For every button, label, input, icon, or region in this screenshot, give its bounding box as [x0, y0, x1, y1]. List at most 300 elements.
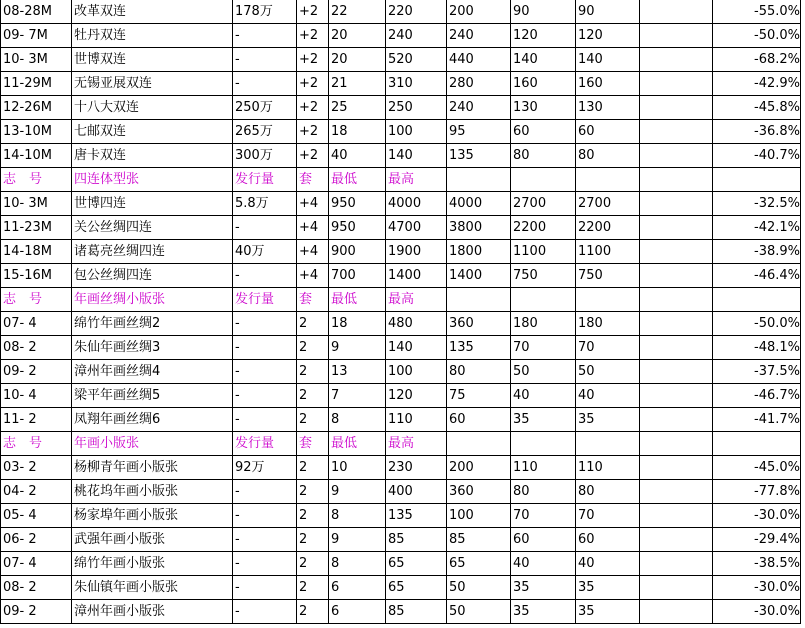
- cell-price-low: 900: [329, 240, 386, 264]
- cell-price-col-7: 440: [447, 48, 511, 72]
- cell-price-col-7: 60: [447, 408, 511, 432]
- cell-price-col-9: 2200: [576, 216, 640, 240]
- cell-price-low: 9: [329, 528, 386, 552]
- cell-issue-code: 06- 2: [1, 528, 72, 552]
- cell-issue-code: 11-29M: [1, 72, 72, 96]
- cell-blank-col: [640, 144, 713, 168]
- cell-name: 梁平年画丝绸5: [72, 384, 233, 408]
- cell-set-count: +2: [297, 96, 329, 120]
- table-row: [1, 24, 801, 48]
- cell-price-col-8: 60: [511, 120, 576, 144]
- table-row: [1, 504, 801, 528]
- table-row: [1, 216, 801, 240]
- cell-price-low: 最低: [329, 432, 386, 456]
- cell-price-high: 100: [386, 120, 447, 144]
- cell-price-high: 240: [386, 24, 447, 48]
- cell-price-col-8: 90: [511, 0, 576, 24]
- cell-blank-col: [640, 168, 713, 192]
- cell-issue-code: 10- 3M: [1, 48, 72, 72]
- cell-issue-code: 14-18M: [1, 240, 72, 264]
- cell-price-col-9: 80: [576, 480, 640, 504]
- cell-price-col-8: 1100: [511, 240, 576, 264]
- cell-price-col-9: 2700: [576, 192, 640, 216]
- cell-price-col-8: 70: [511, 504, 576, 528]
- cell-circulation: -: [233, 600, 297, 624]
- table-row: [1, 240, 801, 264]
- cell-circulation: 178万: [233, 0, 297, 24]
- table-row: [1, 408, 801, 432]
- cell-name: 关公丝绸四连: [72, 216, 233, 240]
- cell-price-high: 85: [386, 528, 447, 552]
- cell-issue-code: 08- 2: [1, 336, 72, 360]
- cell-name: 世博四连: [72, 192, 233, 216]
- cell-price-col-7: 240: [447, 24, 511, 48]
- cell-price-low: 700: [329, 264, 386, 288]
- cell-price-low: 25: [329, 96, 386, 120]
- cell-price-col-8: 120: [511, 24, 576, 48]
- cell-blank-col: [640, 480, 713, 504]
- cell-price-low: 9: [329, 480, 386, 504]
- cell-price-low: 13: [329, 360, 386, 384]
- cell-price-col-9: 180: [576, 312, 640, 336]
- cell-change-percent: -42.9%: [713, 72, 801, 96]
- cell-price-high: 220: [386, 0, 447, 24]
- cell-issue-code: 09- 2: [1, 360, 72, 384]
- cell-issue-code: 10- 3M: [1, 192, 72, 216]
- table-row: [1, 480, 801, 504]
- cell-price-col-8: 2700: [511, 192, 576, 216]
- cell-set-count: 2: [297, 552, 329, 576]
- cell-price-high: 310: [386, 72, 447, 96]
- cell-price-col-8: 140: [511, 48, 576, 72]
- cell-price-high: 1400: [386, 264, 447, 288]
- cell-blank-col: [640, 24, 713, 48]
- cell-price-high: 65: [386, 576, 447, 600]
- cell-circulation: -: [233, 312, 297, 336]
- cell-set-count: +2: [297, 144, 329, 168]
- cell-price-high: 135: [386, 504, 447, 528]
- cell-change-percent: -29.4%: [713, 528, 801, 552]
- cell-price-col-7: 50: [447, 576, 511, 600]
- cell-price-col-9: 70: [576, 336, 640, 360]
- cell-price-low: 8: [329, 408, 386, 432]
- cell-price-low: 18: [329, 120, 386, 144]
- cell-name: 诸葛亮丝绸四连: [72, 240, 233, 264]
- cell-price-low: 950: [329, 216, 386, 240]
- cell-name: 绵竹年画丝绸2: [72, 312, 233, 336]
- section-header-row: [1, 168, 801, 192]
- cell-price-low: 8: [329, 504, 386, 528]
- cell-circulation: 发行量: [233, 168, 297, 192]
- cell-issue-code: 03- 2: [1, 456, 72, 480]
- table-row: [1, 96, 801, 120]
- cell-price-col-9: 120: [576, 24, 640, 48]
- cell-blank-col: [640, 96, 713, 120]
- cell-blank-col: [640, 456, 713, 480]
- cell-change-percent: -45.0%: [713, 456, 801, 480]
- cell-blank-col: [640, 384, 713, 408]
- cell-price-high: 480: [386, 312, 447, 336]
- cell-price-col-7: 95: [447, 120, 511, 144]
- cell-circulation: -: [233, 336, 297, 360]
- cell-change-percent: -42.1%: [713, 216, 801, 240]
- cell-set-count: +4: [297, 264, 329, 288]
- cell-circulation: -: [233, 216, 297, 240]
- cell-issue-code: 13-10M: [1, 120, 72, 144]
- cell-blank-col: [640, 192, 713, 216]
- cell-circulation: 发行量: [233, 288, 297, 312]
- cell-price-col-9: 750: [576, 264, 640, 288]
- cell-circulation: -: [233, 264, 297, 288]
- cell-issue-code: 08- 2: [1, 576, 72, 600]
- cell-price-low: 20: [329, 24, 386, 48]
- cell-change-percent: -55.0%: [713, 0, 801, 24]
- cell-circulation: -: [233, 360, 297, 384]
- cell-set-count: 2: [297, 528, 329, 552]
- cell-price-col-9: 35: [576, 576, 640, 600]
- cell-name: 世博双连: [72, 48, 233, 72]
- cell-circulation: -: [233, 48, 297, 72]
- cell-price-high: 最高: [386, 168, 447, 192]
- cell-circulation: -: [233, 24, 297, 48]
- cell-set-count: +4: [297, 216, 329, 240]
- cell-change-percent: -38.5%: [713, 552, 801, 576]
- cell-circulation: 250万: [233, 96, 297, 120]
- cell-issue-code: 14-10M: [1, 144, 72, 168]
- cell-name: 朱仙年画丝绸3: [72, 336, 233, 360]
- cell-change-percent: -40.7%: [713, 144, 801, 168]
- cell-issue-code: 10- 4: [1, 384, 72, 408]
- table-row: [1, 264, 801, 288]
- cell-price-col-7: 360: [447, 312, 511, 336]
- cell-price-col-7: 3800: [447, 216, 511, 240]
- cell-set-count: 2: [297, 456, 329, 480]
- table-row: [1, 600, 801, 624]
- cell-name: 牡丹双连: [72, 24, 233, 48]
- cell-price-col-7: 200: [447, 456, 511, 480]
- section-header-row: [1, 288, 801, 312]
- cell-change-percent: -48.1%: [713, 336, 801, 360]
- cell-blank-col: [640, 528, 713, 552]
- cell-price-col-8: 80: [511, 480, 576, 504]
- cell-change-percent: -36.8%: [713, 120, 801, 144]
- cell-price-low: 10: [329, 456, 386, 480]
- cell-price-col-8: 160: [511, 72, 576, 96]
- cell-price-col-9: 90: [576, 0, 640, 24]
- cell-change-percent: -50.0%: [713, 312, 801, 336]
- cell-set-count: 2: [297, 504, 329, 528]
- table-row: [1, 0, 801, 24]
- cell-name: 武强年画小版张: [72, 528, 233, 552]
- cell-price-col-9: 130: [576, 96, 640, 120]
- cell-circulation: 300万: [233, 144, 297, 168]
- cell-change-percent: -38.9%: [713, 240, 801, 264]
- cell-set-count: 套: [297, 288, 329, 312]
- cell-price-low: 40: [329, 144, 386, 168]
- cell-change-percent: [713, 168, 801, 192]
- cell-name: 七邮双连: [72, 120, 233, 144]
- cell-price-col-8: 130: [511, 96, 576, 120]
- cell-blank-col: [640, 240, 713, 264]
- table-row: [1, 312, 801, 336]
- cell-issue-code: 07- 4: [1, 312, 72, 336]
- cell-change-percent: -41.7%: [713, 408, 801, 432]
- cell-price-high: 520: [386, 48, 447, 72]
- table-row: [1, 576, 801, 600]
- cell-price-col-7: 100: [447, 504, 511, 528]
- cell-blank-col: [640, 408, 713, 432]
- cell-blank-col: [640, 312, 713, 336]
- cell-price-col-8: 35: [511, 576, 576, 600]
- cell-price-col-9: 60: [576, 528, 640, 552]
- cell-change-percent: -68.2%: [713, 48, 801, 72]
- cell-price-col-7: [447, 432, 511, 456]
- cell-issue-code: 12-26M: [1, 96, 72, 120]
- cell-set-count: 2: [297, 312, 329, 336]
- cell-price-col-7: 280: [447, 72, 511, 96]
- cell-blank-col: [640, 264, 713, 288]
- cell-price-low: 21: [329, 72, 386, 96]
- cell-price-col-9: 160: [576, 72, 640, 96]
- cell-price-high: 230: [386, 456, 447, 480]
- cell-price-col-9: 40: [576, 552, 640, 576]
- cell-name: 杨柳青年画小版张: [72, 456, 233, 480]
- table-row: [1, 72, 801, 96]
- cell-blank-col: [640, 72, 713, 96]
- cell-set-count: 套: [297, 432, 329, 456]
- cell-name: 凤翔年画丝绸6: [72, 408, 233, 432]
- cell-circulation: 5.8万: [233, 192, 297, 216]
- cell-price-col-9: [576, 168, 640, 192]
- cell-price-col-8: [511, 288, 576, 312]
- cell-set-count: +2: [297, 48, 329, 72]
- cell-set-count: +2: [297, 24, 329, 48]
- cell-change-percent: -30.0%: [713, 504, 801, 528]
- cell-set-count: +2: [297, 120, 329, 144]
- cell-price-col-7: 1400: [447, 264, 511, 288]
- cell-price-high: 250: [386, 96, 447, 120]
- cell-issue-code: 志 号: [1, 288, 72, 312]
- cell-circulation: -: [233, 576, 297, 600]
- cell-name: 绵竹年画小版张: [72, 552, 233, 576]
- cell-name: 包公丝绸四连: [72, 264, 233, 288]
- cell-issue-code: 09- 2: [1, 600, 72, 624]
- cell-set-count: 2: [297, 600, 329, 624]
- cell-circulation: -: [233, 384, 297, 408]
- cell-issue-code: 11- 2: [1, 408, 72, 432]
- cell-name: 改革双连: [72, 0, 233, 24]
- cell-price-low: 8: [329, 552, 386, 576]
- cell-price-col-8: [511, 432, 576, 456]
- cell-circulation: -: [233, 552, 297, 576]
- cell-price-col-9: 60: [576, 120, 640, 144]
- cell-price-col-9: [576, 432, 640, 456]
- cell-price-col-7: 135: [447, 144, 511, 168]
- table-row: [1, 48, 801, 72]
- cell-circulation: -: [233, 408, 297, 432]
- cell-set-count: 2: [297, 480, 329, 504]
- cell-price-low: 最低: [329, 168, 386, 192]
- cell-set-count: 2: [297, 360, 329, 384]
- cell-price-col-8: 180: [511, 312, 576, 336]
- cell-change-percent: -30.0%: [713, 600, 801, 624]
- cell-price-low: 18: [329, 312, 386, 336]
- cell-price-col-8: 2200: [511, 216, 576, 240]
- cell-blank-col: [640, 336, 713, 360]
- cell-price-col-7: 240: [447, 96, 511, 120]
- cell-set-count: +2: [297, 0, 329, 24]
- cell-price-low: 7: [329, 384, 386, 408]
- table-row: [1, 120, 801, 144]
- cell-circulation: 265万: [233, 120, 297, 144]
- cell-name: 唐卡双连: [72, 144, 233, 168]
- cell-price-col-9: 70: [576, 504, 640, 528]
- cell-price-col-9: 1100: [576, 240, 640, 264]
- cell-price-high: 65: [386, 552, 447, 576]
- cell-change-percent: -37.5%: [713, 360, 801, 384]
- cell-issue-code: 05- 4: [1, 504, 72, 528]
- cell-price-col-9: 40: [576, 384, 640, 408]
- cell-change-percent: -45.8%: [713, 96, 801, 120]
- cell-price-low: 6: [329, 600, 386, 624]
- cell-set-count: +4: [297, 240, 329, 264]
- cell-price-low: 6: [329, 576, 386, 600]
- cell-price-high: 85: [386, 600, 447, 624]
- cell-issue-code: 07- 4: [1, 552, 72, 576]
- cell-price-low: 950: [329, 192, 386, 216]
- cell-name: 朱仙镇年画小版张: [72, 576, 233, 600]
- cell-name: 年画丝绸小版张: [72, 288, 233, 312]
- cell-price-high: 最高: [386, 288, 447, 312]
- cell-price-col-7: 360: [447, 480, 511, 504]
- cell-price-high: 140: [386, 144, 447, 168]
- cell-price-col-9: 50: [576, 360, 640, 384]
- cell-set-count: +4: [297, 192, 329, 216]
- cell-price-col-8: 70: [511, 336, 576, 360]
- cell-set-count: 套: [297, 168, 329, 192]
- cell-blank-col: [640, 0, 713, 24]
- cell-blank-col: [640, 552, 713, 576]
- cell-price-high: 1900: [386, 240, 447, 264]
- table-row: [1, 360, 801, 384]
- cell-price-col-7: 1800: [447, 240, 511, 264]
- cell-circulation: -: [233, 504, 297, 528]
- table-row: [1, 528, 801, 552]
- cell-price-col-7: [447, 288, 511, 312]
- cell-price-col-7: 4000: [447, 192, 511, 216]
- cell-circulation: 40万: [233, 240, 297, 264]
- cell-price-high: 120: [386, 384, 447, 408]
- cell-set-count: 2: [297, 408, 329, 432]
- cell-price-low: 最低: [329, 288, 386, 312]
- cell-price-col-7: 85: [447, 528, 511, 552]
- cell-price-col-7: 65: [447, 552, 511, 576]
- cell-issue-code: 11-23M: [1, 216, 72, 240]
- cell-change-percent: -50.0%: [713, 24, 801, 48]
- cell-price-high: 4700: [386, 216, 447, 240]
- cell-change-percent: [713, 288, 801, 312]
- cell-price-high: 110: [386, 408, 447, 432]
- cell-blank-col: [640, 600, 713, 624]
- cell-price-high: 100: [386, 360, 447, 384]
- cell-price-col-7: 50: [447, 600, 511, 624]
- cell-price-high: 400: [386, 480, 447, 504]
- cell-set-count: 2: [297, 576, 329, 600]
- cell-name: 无锡亚展双连: [72, 72, 233, 96]
- cell-circulation: 92万: [233, 456, 297, 480]
- section-header-row: [1, 432, 801, 456]
- cell-price-col-9: 35: [576, 408, 640, 432]
- cell-issue-code: 志 号: [1, 168, 72, 192]
- cell-circulation: 发行量: [233, 432, 297, 456]
- cell-change-percent: -46.4%: [713, 264, 801, 288]
- cell-circulation: -: [233, 528, 297, 552]
- cell-price-col-8: 35: [511, 408, 576, 432]
- cell-issue-code: 志 号: [1, 432, 72, 456]
- cell-price-col-7: 75: [447, 384, 511, 408]
- table-row: [1, 384, 801, 408]
- cell-blank-col: [640, 48, 713, 72]
- cell-blank-col: [640, 216, 713, 240]
- cell-circulation: -: [233, 72, 297, 96]
- cell-set-count: 2: [297, 336, 329, 360]
- cell-price-col-9: 80: [576, 144, 640, 168]
- cell-price-col-9: [576, 288, 640, 312]
- cell-price-col-8: 80: [511, 144, 576, 168]
- cell-price-low: 20: [329, 48, 386, 72]
- cell-change-percent: -30.0%: [713, 576, 801, 600]
- cell-price-col-9: 35: [576, 600, 640, 624]
- cell-blank-col: [640, 504, 713, 528]
- cell-price-col-8: [511, 168, 576, 192]
- cell-change-percent: -77.8%: [713, 480, 801, 504]
- cell-name: 四连体型张: [72, 168, 233, 192]
- cell-price-col-8: 60: [511, 528, 576, 552]
- cell-price-col-7: 80: [447, 360, 511, 384]
- table-row: [1, 336, 801, 360]
- cell-price-col-9: 110: [576, 456, 640, 480]
- cell-price-col-8: 110: [511, 456, 576, 480]
- table-body: [1, 0, 801, 624]
- cell-name: 年画小版张: [72, 432, 233, 456]
- cell-blank-col: [640, 432, 713, 456]
- cell-name: 漳州年画小版张: [72, 600, 233, 624]
- cell-set-count: 2: [297, 384, 329, 408]
- cell-name: 漳州年画丝绸4: [72, 360, 233, 384]
- cell-blank-col: [640, 360, 713, 384]
- cell-price-col-8: 750: [511, 264, 576, 288]
- table-row: [1, 552, 801, 576]
- cell-circulation: -: [233, 480, 297, 504]
- cell-price-low: 22: [329, 0, 386, 24]
- cell-change-percent: [713, 432, 801, 456]
- cell-price-high: 140: [386, 336, 447, 360]
- cell-blank-col: [640, 288, 713, 312]
- cell-price-col-8: 40: [511, 384, 576, 408]
- table-row: [1, 144, 801, 168]
- cell-name: 杨家埠年画小版张: [72, 504, 233, 528]
- cell-price-col-8: 40: [511, 552, 576, 576]
- cell-price-high: 最高: [386, 432, 447, 456]
- cell-change-percent: -46.7%: [713, 384, 801, 408]
- cell-issue-code: 15-16M: [1, 264, 72, 288]
- table-row: [1, 192, 801, 216]
- cell-set-count: +2: [297, 72, 329, 96]
- cell-issue-code: 09- 7M: [1, 24, 72, 48]
- table-row: [1, 456, 801, 480]
- cell-blank-col: [640, 120, 713, 144]
- cell-issue-code: 04- 2: [1, 480, 72, 504]
